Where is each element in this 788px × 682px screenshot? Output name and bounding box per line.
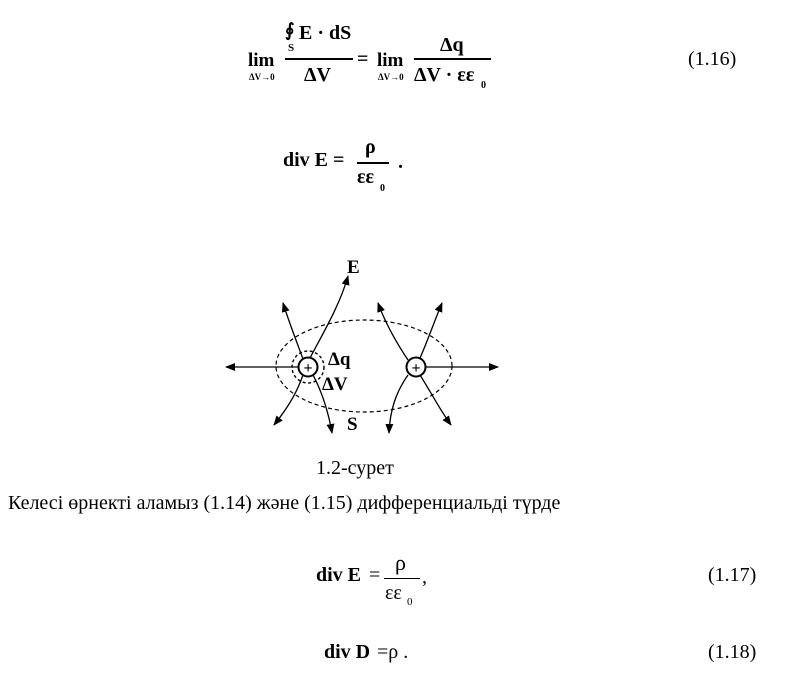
- lim-left-sub: ΔV→0: [249, 72, 275, 82]
- body-paragraph: Келесі өрнекті аламыз (1.14) және (1.15) дифференциальді түрде: [8, 492, 561, 514]
- div-e-period: .: [398, 151, 403, 173]
- label-dq: Δq: [328, 349, 351, 370]
- numerator-left: E · dS: [299, 22, 352, 44]
- div-e-numerator: ρ: [365, 136, 376, 158]
- lim-right: lim: [377, 50, 404, 71]
- equation-number-1-18: (1.18): [708, 641, 757, 663]
- denominator-right-sub: 0: [481, 80, 486, 91]
- field-line-e: [310, 276, 348, 358]
- eq118-lhs: div D: [324, 641, 371, 663]
- equation-number-1-17: (1.17): [708, 564, 757, 586]
- charge-left-plus: +: [303, 360, 313, 377]
- numerator-right: Δq: [440, 34, 464, 56]
- label-e: E: [347, 257, 360, 278]
- eq118-rhs: =ρ .: [377, 641, 409, 663]
- field-line-up-right: [420, 303, 442, 358]
- equals-sign: =: [357, 48, 369, 70]
- equation-number-1-16: (1.16): [688, 48, 737, 70]
- label-dv: ΔV: [322, 374, 348, 395]
- contour-integral-sub: S: [288, 42, 295, 54]
- contour-integral-symbol: ∮: [285, 20, 295, 40]
- eq117-lhs: div E: [316, 564, 362, 586]
- field-line-down-left: [274, 375, 303, 425]
- div-e-denominator: εε: [357, 166, 375, 188]
- label-s: S: [347, 414, 358, 435]
- field-line-up-left: [283, 303, 303, 359]
- lim-right-sub: ΔV→0: [378, 72, 404, 82]
- eq117-equals: =: [369, 564, 381, 586]
- div-e-denominator-sub: 0: [380, 183, 385, 194]
- field-line-down-mid: [389, 375, 408, 433]
- div-e-lhs: div E =: [283, 149, 345, 171]
- field-line-up-mid: [378, 303, 408, 360]
- figure-caption: 1.2-сурет: [316, 457, 394, 479]
- lim-left: lim: [248, 50, 275, 71]
- eq117-numerator: ρ: [395, 550, 406, 575]
- denominator-right: ΔV · εε: [414, 64, 475, 86]
- eq117-denominator: εε: [385, 582, 402, 604]
- charge-right-plus: +: [411, 360, 421, 377]
- denominator-left: ΔV: [304, 64, 331, 86]
- eq117-denominator-sub: 0: [407, 596, 413, 608]
- eq117-fraction-bar: [384, 578, 420, 579]
- eq117-comma: ,: [422, 566, 427, 588]
